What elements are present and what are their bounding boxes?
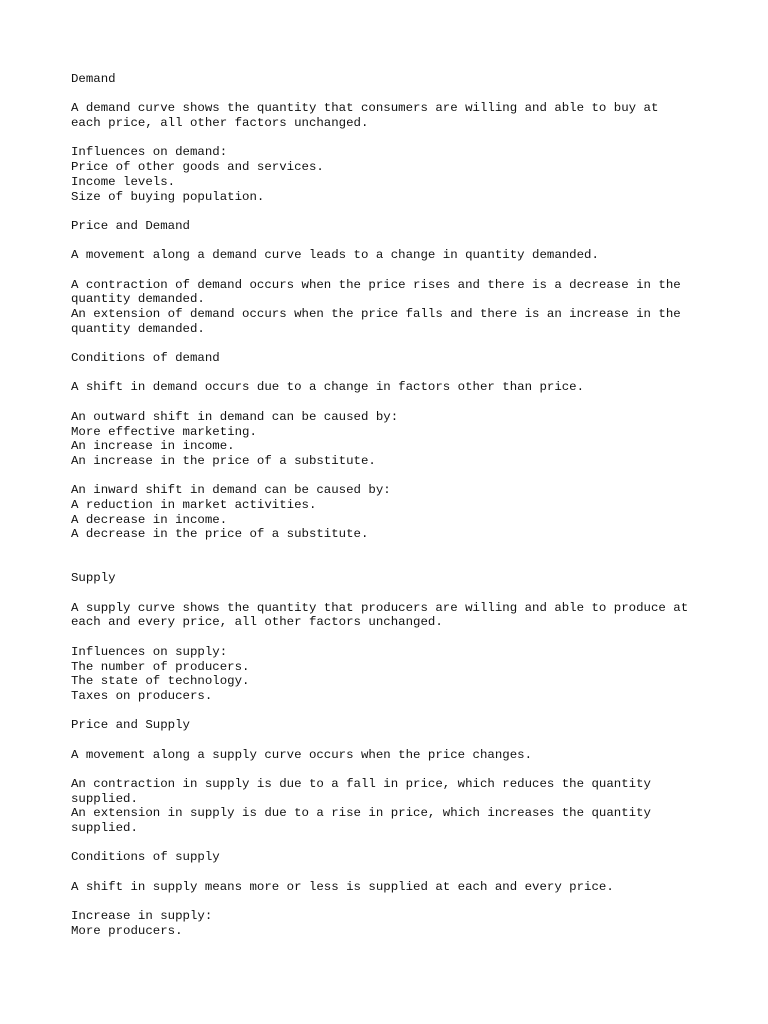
document-page: [71, 72, 731, 939]
demand-definition-line: A demand curve shows the quantity that consumers are willing and able to buy at: [71, 101, 659, 116]
demand-extension-line: An extension of demand occurs when the price falls and there is an increase in the: [71, 307, 681, 321]
demand-influence-item: Size of buying population.: [71, 189, 265, 204]
supply-definition-line: A supply curve shows the quantity that producers are willing and able to produce at: [71, 600, 689, 615]
supply-extension-line: supplied.: [71, 821, 138, 836]
inward-shift-item: A decrease in income.: [71, 512, 228, 527]
demand-contraction-line: quantity demanded.: [71, 292, 205, 307]
demand-movement-text: A movement along a demand curve leads to a change in quantity demanded.: [71, 248, 599, 263]
subheading-conditions-of-demand: Conditions of demand: [71, 351, 220, 366]
supply-contraction-line: An contraction in supply is due to a fall in price, which reduces the quantity: [71, 777, 651, 792]
demand-definition-line: each price, all other factors unchanged.: [71, 116, 369, 131]
increase-in-supply-item: More producers.: [71, 923, 183, 938]
demand-extension-line: quantity demanded.: [71, 321, 205, 336]
section-heading-supply: Supply: [71, 571, 116, 586]
inward-shift-item: A reduction in market activities.: [71, 497, 317, 512]
inward-shift-item: A decrease in the price of a substitute.: [71, 527, 369, 542]
subheading-price-and-supply: Price and Supply: [71, 718, 190, 733]
outward-shift-item: An increase in income.: [71, 439, 235, 454]
supply-influences-heading: Influences on supply:: [71, 644, 228, 659]
demand-shift-text: A shift in demand occurs due to a change in factors other than price.: [71, 380, 585, 395]
increase-in-supply-heading: Increase in supply:: [71, 909, 213, 924]
demand-influences-heading: Influences on demand:: [71, 145, 228, 160]
outward-shift-item: More effective marketing.: [71, 424, 257, 439]
supply-shift-text: A shift in supply means more or less is supplied at each and every price.: [71, 879, 614, 894]
subheading-conditions-of-supply: Conditions of supply: [71, 850, 220, 865]
supply-influence-item: Taxes on producers.: [71, 688, 213, 703]
supply-influence-item: The number of producers.: [71, 659, 250, 674]
demand-influence-item: Income levels.: [71, 174, 176, 189]
supply-movement-text: A movement along a supply curve occurs when the price changes.: [71, 747, 533, 762]
section-heading-demand: Demand: [71, 72, 116, 86]
supply-extension-line: An extension in supply is due to a rise in price, which increases the quantity: [71, 806, 651, 821]
supply-contraction-line: supplied.: [71, 791, 138, 806]
demand-influence-item: Price of other goods and services.: [71, 160, 324, 175]
outward-shift-item: An increase in the price of a substitute.: [71, 453, 376, 468]
inward-shift-heading: An inward shift in demand can be caused by:: [71, 483, 391, 498]
supply-influence-item: The state of technology.: [71, 674, 250, 689]
subheading-price-and-demand: Price and Demand: [71, 218, 190, 233]
outward-shift-heading: An outward shift in demand can be caused by:: [71, 409, 399, 424]
demand-contraction-line: A contraction of demand occurs when the price rises and there is a decrease in the: [71, 277, 681, 292]
supply-definition-line: each and every price, all other factors unchanged.: [71, 615, 443, 630]
